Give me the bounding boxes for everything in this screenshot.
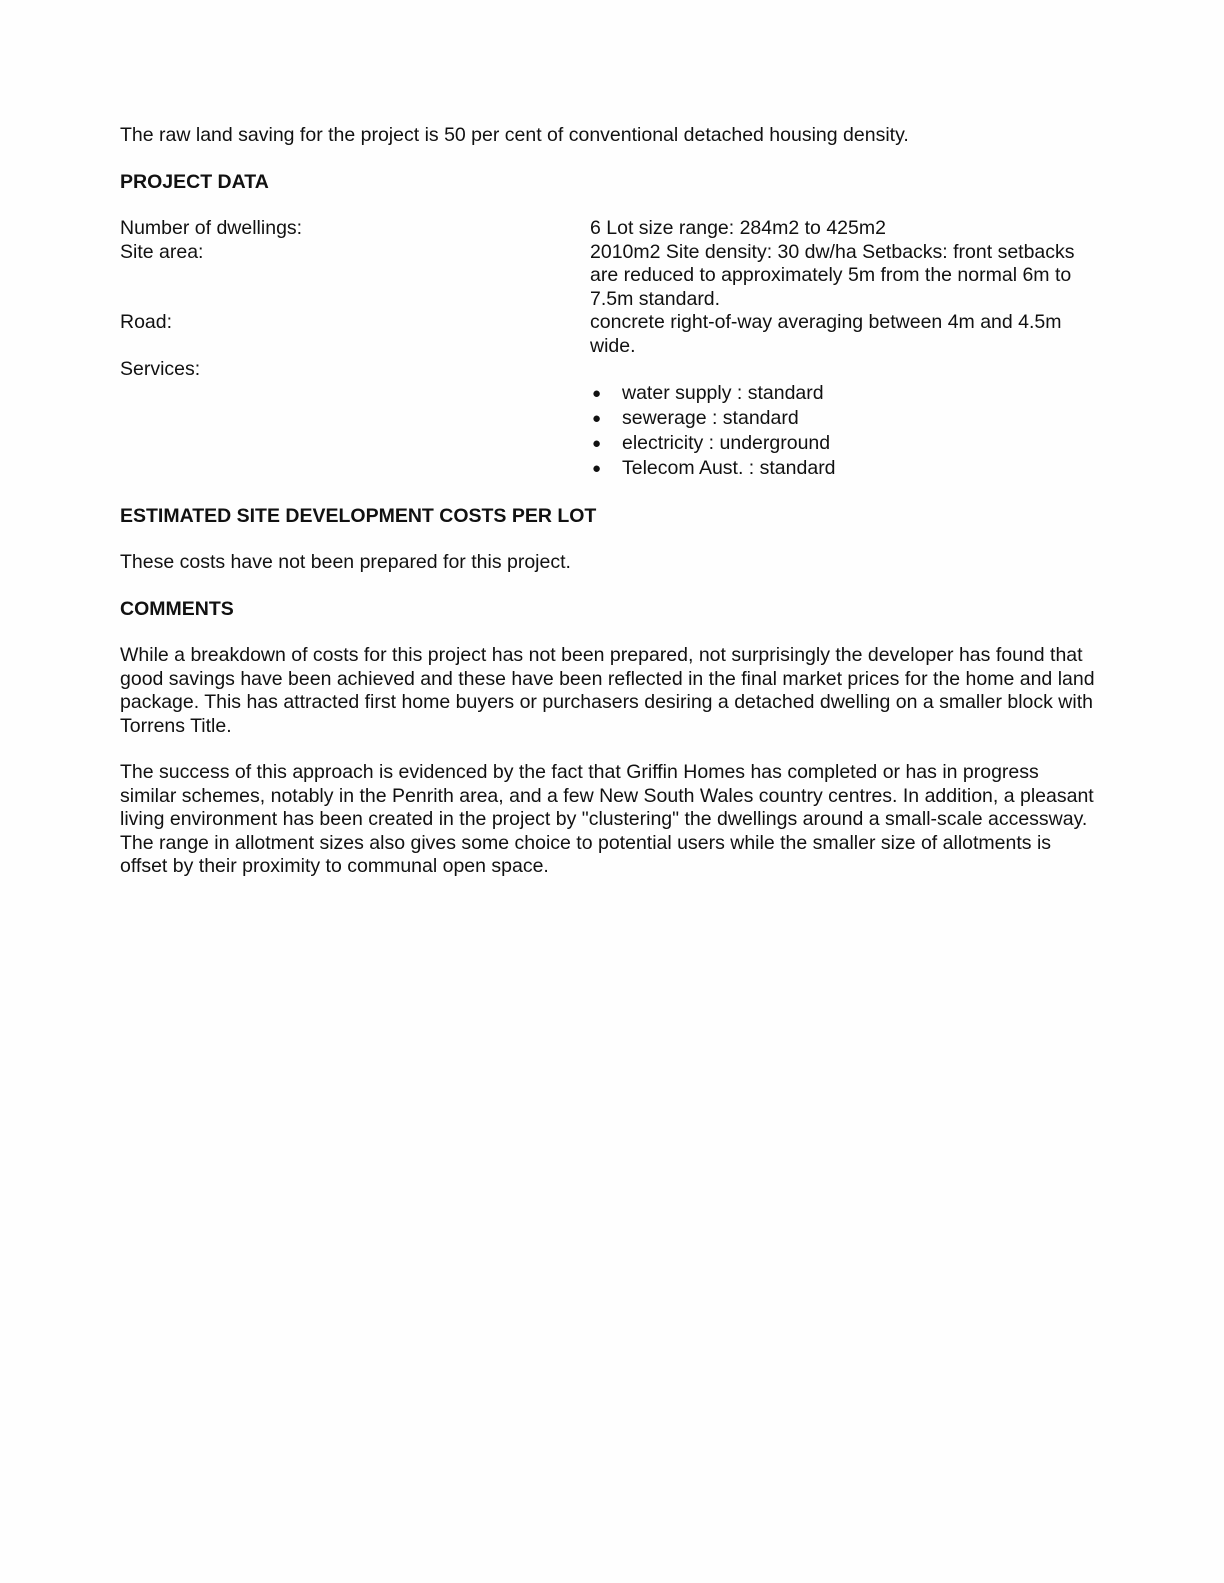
data-value: concrete right-of-way averaging between 4m and 4.5m wide. [590, 311, 1062, 357]
bullet-icon: ● [592, 460, 602, 478]
data-row-services [120, 358, 1095, 382]
services-list [590, 382, 836, 482]
comments-paragraph-1: While a breakdown of costs for this project has not been prepared, not surprisingly the developer has found that good savings have been achieved and these have been reflected in the final market prices for the home and land package. This has attracted first home buyers or purchasers desiring a detached dwelling on a smaller block with Torrens Title. [120, 644, 1095, 737]
service-text: water supply : standard [622, 382, 824, 405]
service-text: electricity : underground [622, 432, 831, 455]
data-label: Site area: [120, 240, 204, 263]
comments-paragraph-2: The success of this approach is evidenced by the fact that Griffin Homes has completed or has in progress similar schemes, notably in the Penrith area, and a few New South Wales country centres. In addition, a pleasant living environment has been created in the project by "clustering" the dwellings around a small-scale accessway. The range in allotment sizes also gives some choice to potential users while the smaller size of allotments is offset by their proximity to communal open space. [120, 761, 1094, 877]
data-row-dwellings [120, 217, 1095, 241]
list-item [590, 382, 836, 407]
list-item [590, 407, 836, 432]
list-item [590, 457, 836, 482]
bullet-icon: ● [592, 435, 602, 453]
list-item [590, 432, 836, 457]
data-value: 6 Lot size range: 284m2 to 425m2 [590, 217, 886, 239]
data-label: Number of dwellings: [120, 217, 303, 239]
costs-heading: ESTIMATED SITE DEVELOPMENT COSTS PER LOT [120, 504, 597, 527]
costs-paragraph: These costs have not been prepared for this project. [120, 551, 571, 573]
document-content [120, 124, 1095, 879]
project-data-heading: PROJECT DATA [120, 170, 269, 193]
data-row-road [120, 311, 1095, 358]
data-label: Services: [120, 358, 201, 380]
data-label: Road: [120, 311, 173, 333]
bullet-icon: ● [592, 385, 602, 403]
data-value: 2010m2 Site density: 30 dw/ha Setbacks: front setbacks are reduced to approximately 5m from the normal 6m to 7.5m standard. [590, 240, 1075, 310]
intro-paragraph: The raw land saving for the project is 50 per cent of conventional detached housing density. [120, 124, 909, 146]
service-text: Telecom Aust. : standard [622, 457, 836, 480]
service-text: sewerage : standard [622, 407, 799, 430]
comments-heading: COMMENTS [120, 597, 234, 620]
services-row [120, 382, 1095, 505]
data-row-site-area [120, 241, 1095, 312]
bullet-icon: ● [592, 410, 602, 428]
